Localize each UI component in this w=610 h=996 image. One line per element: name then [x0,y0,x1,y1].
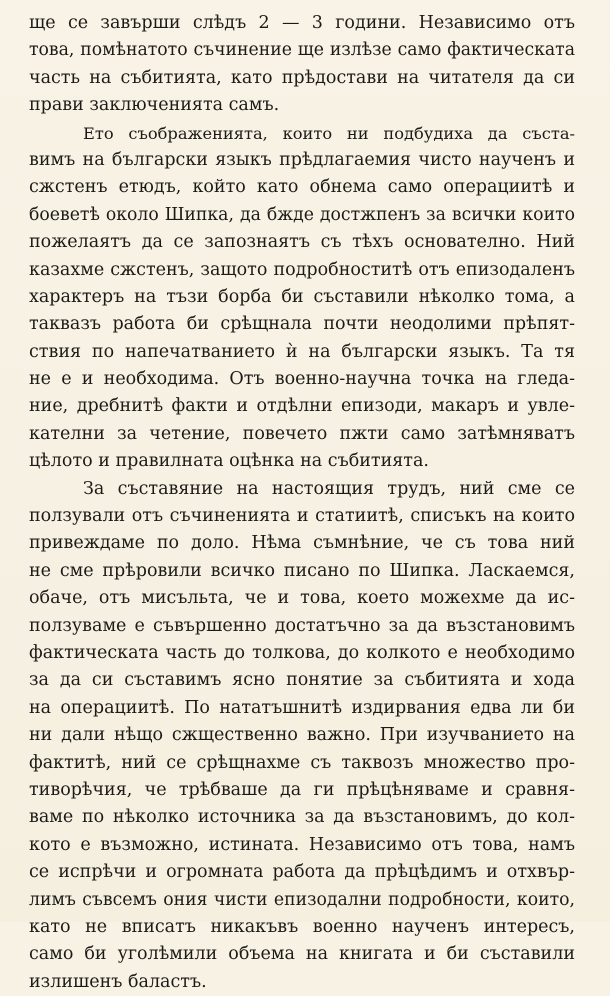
text-line: излишенъ баластъ. [29,971,207,992]
text-line: само би уголѣмили объема на книгата и би съставили [29,944,575,965]
paragraph-start-line: Ето съображенията, които ни подбудиха да съста- [83,123,575,143]
paragraph-start-line: За съставяние на настоящия трудъ, ний сме се [83,478,575,499]
text-line: ствия по напечатванието ѝ на български языкъ. Та тя [29,341,575,362]
body-text [29,10,575,996]
text-line: сжстенъ етюдъ, който като обнема само операциитѣ и [29,177,575,198]
text-line: ползуваме е съвършенно достатъчно за да възстановимъ [29,615,575,636]
text-line: това, помѣнатото съчинение ще излѣзе само фактическата [29,40,575,61]
text-line: за да си съставимъ ясно понятие за събитията и хода [29,670,575,691]
text-line: цѣлото и правилната оцѣнка на събитията. [29,451,429,472]
text-line: таквазъ работа би срѣщнала почти неодолими прѣпят- [29,314,575,335]
text-line: прави заключенията самъ. [29,95,280,116]
text-line: казахме сжстенъ, защото подробноститѣ отъ епизодаленъ [29,259,575,280]
text-line: кателни за четение, повечето пжти само затѣмняватъ [29,423,575,444]
text-line: боеветѣ около Шипка, да бжде достжпенъ за всички които [29,204,575,225]
text-line: не сме прѣровили всичко писано по Шипка. Ласкаемся, [29,560,575,581]
text-line: кото е възможно, истината. Независимо отъ това, намъ [29,834,575,855]
text-line: фактическата часть до толкова, до колкото е необходимо [29,642,575,663]
text-line: пожелаятъ да се запознаятъ съ тѣхъ основателно. Ний [29,232,575,253]
text-line: вимъ на български языкъ прѣдлагаемия чисто наученъ и [29,149,575,170]
text-line: фактитѣ, ний се срѣщнахме съ таквозъ множество про- [29,752,575,773]
text-line: ползували отъ съчиненията и статиитѣ, списъкъ на които [29,506,575,527]
text-line: характеръ на тъзи борба би съставили нѣколко тома, а [29,286,575,307]
text-line: лимъ съвсемъ ония чисти епизодални подробности, които, [29,889,575,910]
text-line: не е и необходима. Отъ военно-научна точка на гледа- [29,369,575,390]
text-line: ние, дребнитѣ факти и отдѣлни епизоди, макаръ и увле- [29,396,575,417]
text-line: тиворѣчия, че трѣбваше да ги прѣцѣняваме и сравня- [29,779,575,800]
text-line: часть на събитията, като прѣдостави на читателя да си [29,67,575,88]
text-line: ни дали нѣщо сжщественно важно. При изучванието на [29,725,575,746]
text-line: привеждаме по доло. Нѣма съмнѣние, че съ това ний [29,533,575,554]
text-line: ваме по нѣколко источника за да възстановимъ, до кол- [29,807,575,828]
text-line: се испрѣчи и огромната работа да прѣцѣдимъ и отхвър- [29,862,575,883]
text-line: обаче, отъ мисъльта, че и това, което можехме да ис- [29,588,575,609]
text-line: като не вписатъ никакъвъ военно наученъ интересъ, [29,916,575,937]
text-line: ще се завърши слѣдъ 2 — 3 години. Независимо отъ [29,13,575,33]
text-line: на операциитѣ. По нататъшнитѣ издирвания едва ли би [29,697,575,718]
